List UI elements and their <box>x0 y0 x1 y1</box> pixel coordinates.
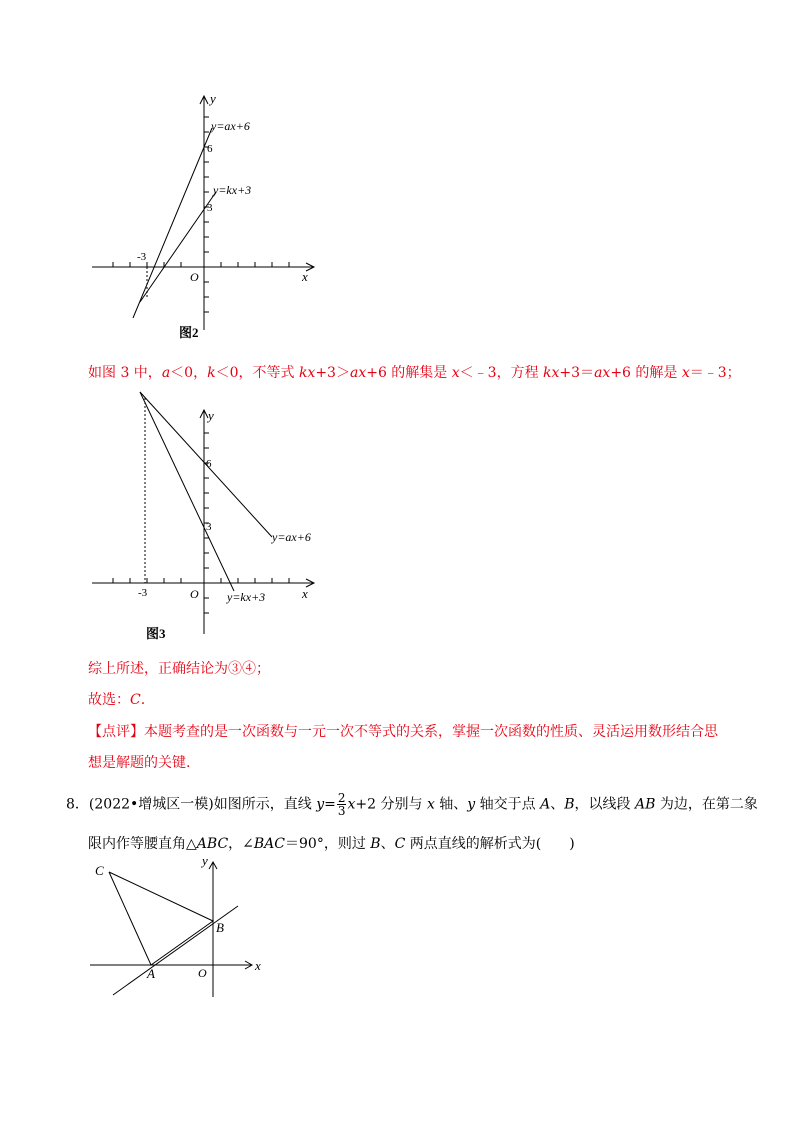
tick-3: 3 <box>207 202 213 214</box>
fig2-caption: 图2 <box>179 325 199 340</box>
figure-q8 <box>85 850 275 1000</box>
y-label: y <box>210 91 216 106</box>
x-label: x <box>302 269 308 284</box>
y-label: y <box>208 408 214 423</box>
point-b: B <box>216 920 224 935</box>
origin-label: O <box>190 270 199 284</box>
tick-6: 6 <box>206 458 212 470</box>
answer-line: 故选：C. <box>88 692 146 708</box>
tick-neg3: -3 <box>137 251 147 263</box>
point-a: A <box>147 966 155 981</box>
figure-2 <box>85 90 325 350</box>
tick-6: 6 <box>207 143 213 155</box>
x-label: x <box>255 958 261 973</box>
origin-label: O <box>198 966 207 980</box>
tick-3: 3 <box>206 521 212 533</box>
analysis-line-fig3: 如图 3 中，a＜0，k＜0，不等式 kx+3＞ax+6 的解集是 x＜﹣3，方程 kx+3＝ax+6 的解是 x＝﹣3； <box>88 365 741 381</box>
comment-line-2: 想是解题的关键. <box>88 755 191 771</box>
fig3-caption: 图3 <box>146 626 166 640</box>
line-kx-plus-3 <box>140 392 234 591</box>
line1-label: y=ax+6 <box>272 530 311 544</box>
line2-label: y=kx+3 <box>213 183 252 197</box>
figure-3 <box>85 385 345 640</box>
origin-label: O <box>190 587 199 601</box>
x-label: x <box>302 586 308 601</box>
triangle-abc <box>109 872 213 965</box>
question-8-line-1: 8．(2022•增城区一模)如图所示，直线 y= $\frac{2}{3}$ x+2 分别与 x 轴、y 轴交于点 A、B，以线段 AB 为边，在第二象 <box>66 791 758 818</box>
point-c: C <box>95 863 104 878</box>
comment-line-1: 【点评】本题考查的是一次函数与一元一次不等式的关系，掌握一次函数的性质、灵活运用数形结合思 <box>88 724 718 740</box>
summary-line: 综上所述，正确结论为③④； <box>88 661 270 677</box>
question-8-line-2: 限内作等腰直角△ABC，∠BAC＝90°，则过 B、C 两点直线的解析式为( ) <box>88 836 575 852</box>
line2-label: y=kx+3 <box>227 590 266 604</box>
fraction: $\frac{2}{3}$ <box>337 791 346 818</box>
y-label: y <box>202 853 208 868</box>
line1-label: y=ax+6 <box>211 119 250 133</box>
line-ax-plus-6 <box>133 128 212 318</box>
tick-neg3: -3 <box>138 587 148 599</box>
